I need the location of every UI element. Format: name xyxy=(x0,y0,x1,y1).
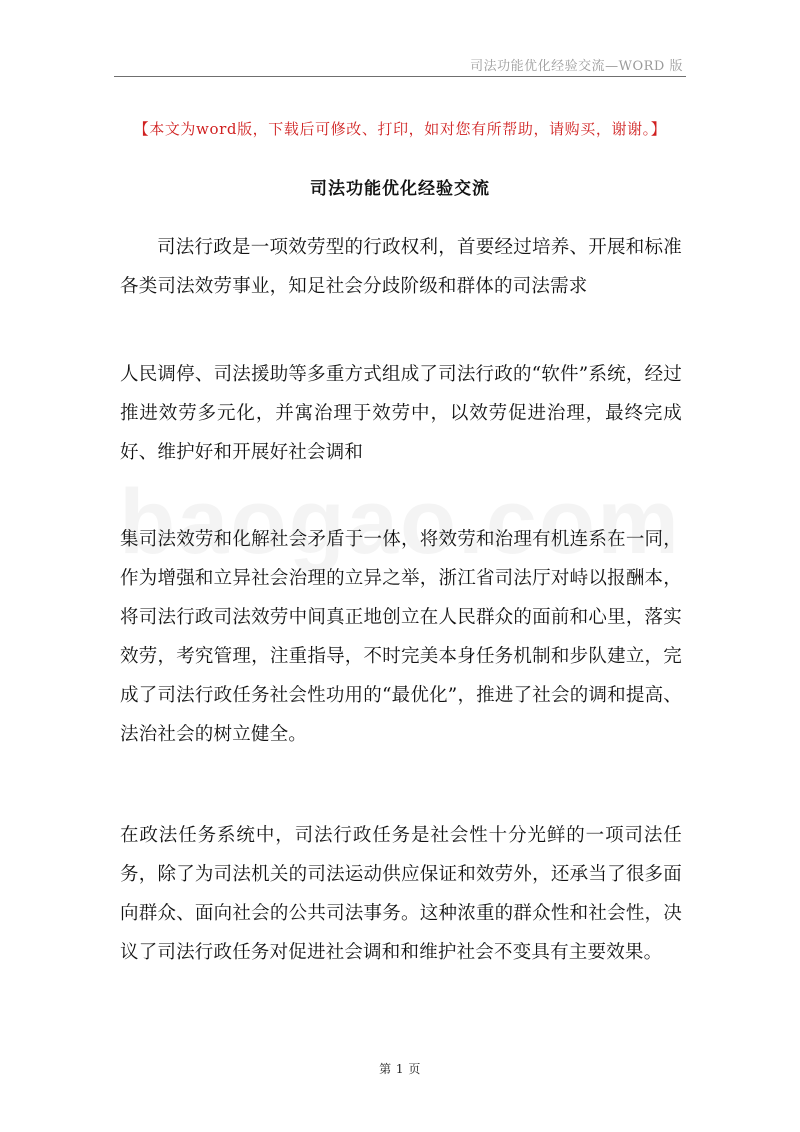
header-divider xyxy=(114,76,686,77)
document-title: 司法功能优化经验交流 xyxy=(310,179,490,199)
page-number: 第 1 页 xyxy=(379,1062,421,1076)
paragraph-4: 在政法任务系统中，司法行政任务是社会性十分光鲜的一项司法任务，除了为司法机关的司法运动供应保证和效劳外，还承当了很多面向群众、面向社会的公共司法事务。这种浓重的群众性和社会性，决议了司法行政任务对促进社会调和和维护社会不变具有主要效果。 xyxy=(120,825,682,963)
purchase-notice: 【本文为word版，下载后可修改、打印，如对您有所帮助，请购买，谢谢。】 xyxy=(133,120,667,138)
paragraph-2: 人民调停、司法援助等多重方式组成了司法行政的“软件”系统，经过推进效劳多元化，并寓治理于效劳中，以效劳促进治理，最终完成好、维护好和开展好社会调和 xyxy=(120,364,682,463)
paragraph-3: 集司法效劳和化解社会矛盾于一体，将效劳和治理有机连系在一同，作为增强和立异社会治理的立异之举，浙江省司法厅对峙以报酬本，将司法行政司法效劳中间真正地创立在人民群众的面前和心里，落实效劳，考究管理，注重指导，不时完美本身任务机制和步队建立，完成了司法行政任务社会性功用的“最优化”，推进了社会的调和提高、法治社会的树立健全。 xyxy=(120,529,682,745)
paragraph-1: 司法行政是一项效劳型的行政权利，首要经过培养、开展和标准各类司法效劳事业，知足社会分歧阶级和群体的司法需求 xyxy=(120,237,682,297)
running-header: 司法功能优化经验交流—WORD 版 xyxy=(470,59,683,74)
